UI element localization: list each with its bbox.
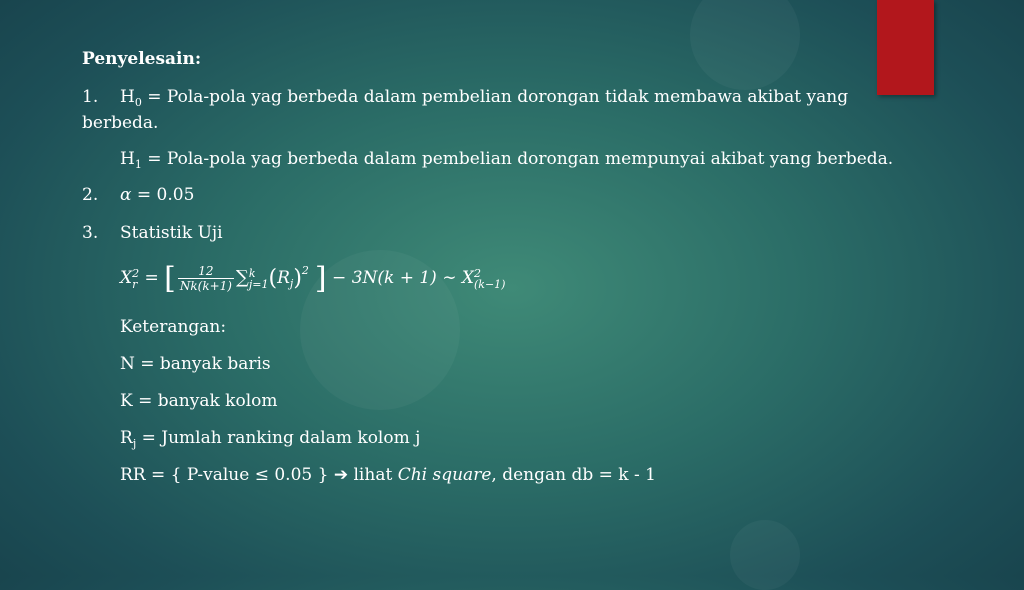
alpha-line: 2. α = 0.05 — [82, 185, 195, 205]
item-number: 3. — [82, 223, 99, 243]
item-number: 1. — [82, 87, 99, 107]
chi-square-term: Chi square — [397, 465, 492, 485]
rejection-region: RR = { P-value ≤ 0.05 } ➔ lihat Chi square, dengan db = k - 1 — [120, 465, 656, 485]
friedman-formula: X 2 r = [ $\frac{12}{Nk(k+1)}$ ∑ k j=1 $(R_j)^2$ ] − 3N(k + 1) ∼ X 2 (k−1) — [120, 261, 506, 296]
keterangan-title: Keterangan: — [120, 317, 227, 337]
hypothesis-h0: 1. $H_0$ = Pola-pola yag berbeda dalam pembelian dorongan tidak membawa akibat yang — [82, 87, 849, 109]
keterangan-rj: $R_j$ = Jumlah ranking dalam kolom j — [120, 428, 421, 450]
heading: Penyelesain: — [82, 49, 202, 69]
background-bubble — [730, 520, 800, 590]
hypothesis-h0-continuation: berbeda. — [82, 113, 159, 133]
keterangan-n: N = banyak baris — [120, 354, 271, 374]
statistik-uji-line: 3. Statistik Uji — [82, 223, 223, 243]
alpha-symbol: α — [120, 185, 132, 205]
accent-bar — [877, 0, 934, 95]
item-number: 2. — [82, 185, 99, 205]
keterangan-k: K = banyak kolom — [120, 391, 278, 411]
arrow-right-icon: ➔ — [333, 465, 349, 485]
formula-fraction: $\frac{12}{Nk(k+1)}$ — [179, 264, 232, 293]
hypothesis-h1: $H_1$ = Pola-pola yag berbeda dalam pembelian dorongan mempunyai akibat yang berbeda. — [120, 149, 894, 171]
background-bubble — [690, 0, 800, 90]
